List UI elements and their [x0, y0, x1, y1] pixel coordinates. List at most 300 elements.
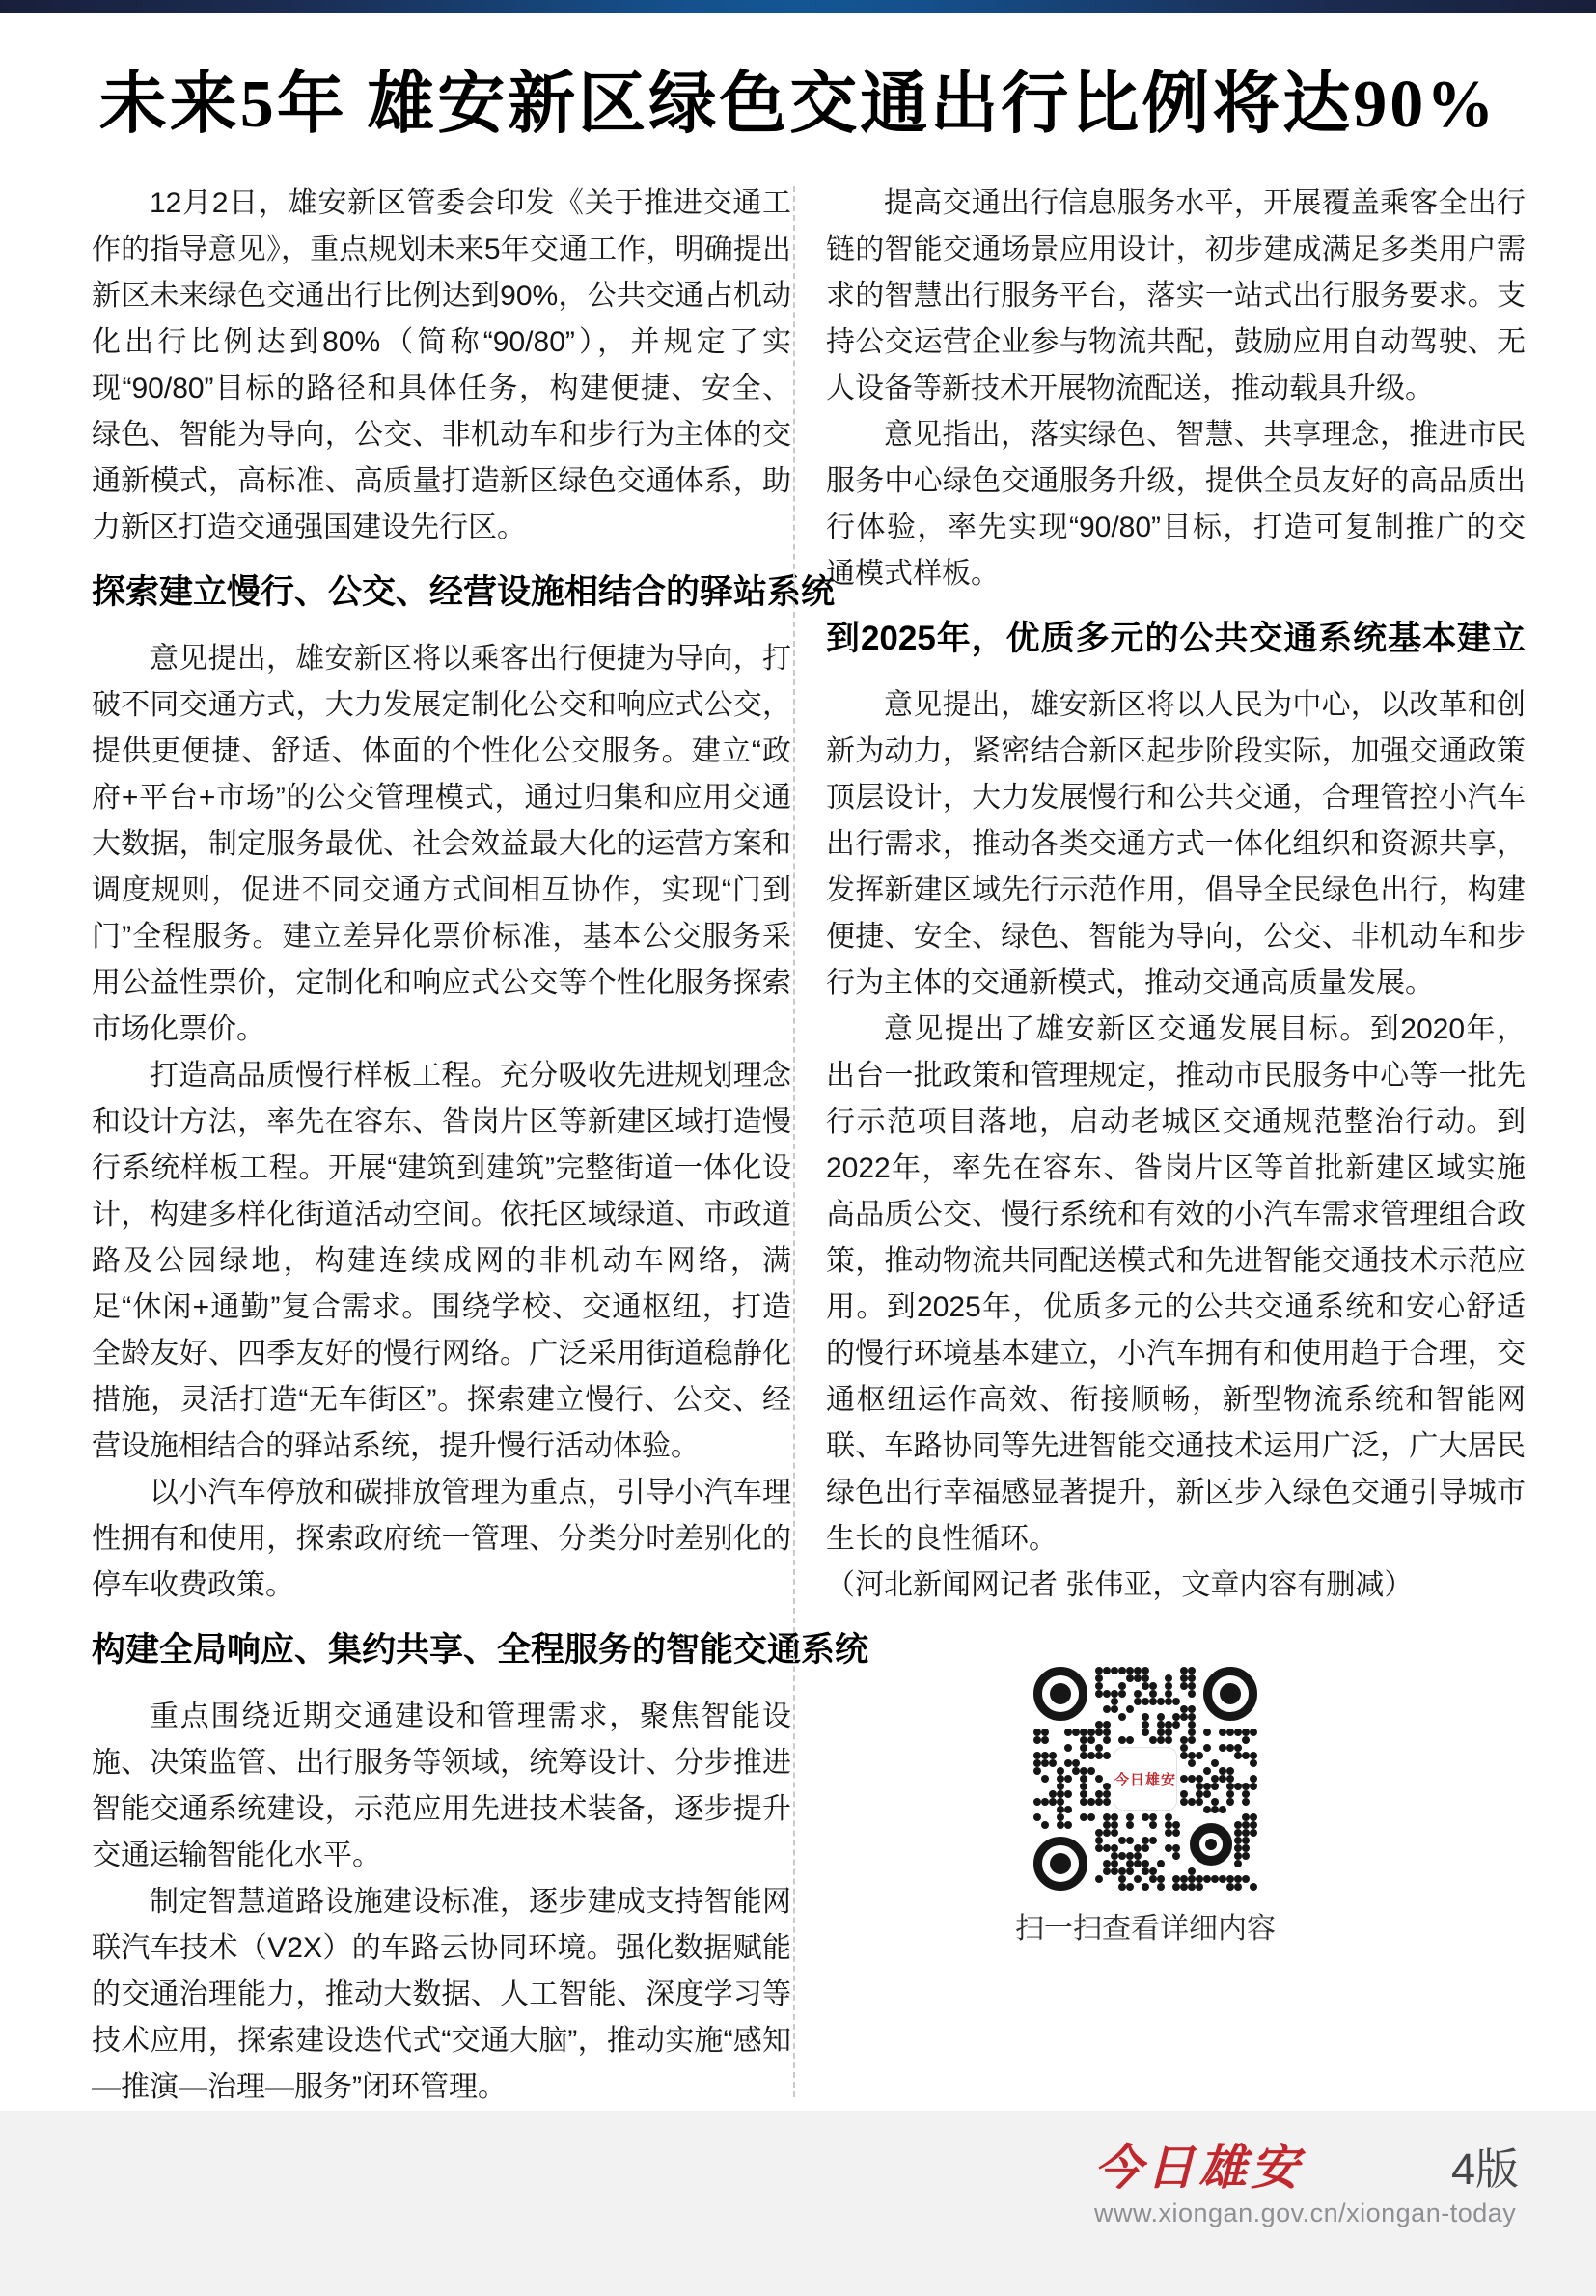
qr-dot [1203, 1783, 1211, 1790]
qr-dot [1165, 1829, 1172, 1837]
qr-dot [1126, 1674, 1134, 1682]
qr-dot [1095, 1775, 1103, 1783]
qr-dot [1087, 1752, 1095, 1759]
qr-dot [1219, 1775, 1226, 1783]
qr-dot [1149, 1837, 1157, 1844]
qr-dot [1111, 1821, 1118, 1829]
qr-dot [1118, 1690, 1126, 1698]
qr-dot [1250, 1775, 1257, 1783]
qr-dot [1219, 1875, 1226, 1883]
qr-dot [1087, 1767, 1095, 1775]
qr-dot [1172, 1852, 1180, 1860]
qr-dot [1072, 1767, 1080, 1775]
qr-dot [1142, 1729, 1149, 1736]
qr-dot [1219, 1729, 1226, 1736]
qr-dot [1234, 1844, 1242, 1852]
qr-dot [1134, 1674, 1142, 1682]
qr-dot [1080, 1813, 1087, 1821]
page-number: 4版 [1450, 2144, 1519, 2194]
qr-dot [1064, 1821, 1072, 1829]
qr-dot [1095, 1721, 1103, 1729]
column-divider [793, 186, 795, 2097]
qr-dot [1118, 1875, 1126, 1883]
right-column [826, 180, 1526, 2111]
qr-dot [1188, 1875, 1196, 1883]
qr-dot [1219, 1744, 1226, 1752]
qr-dot [1057, 1813, 1064, 1821]
qr-dot [1049, 1759, 1057, 1767]
qr-dot [1118, 1682, 1126, 1690]
qr-dot [1041, 1729, 1049, 1736]
qr-dot [1111, 1667, 1118, 1674]
qr-dot [1142, 1682, 1149, 1690]
qr-dot [1149, 1867, 1157, 1875]
qr-dot [1095, 1674, 1103, 1682]
qr-dot [1080, 1783, 1087, 1790]
qr-dot [1180, 1705, 1188, 1713]
qr-dot [1118, 1867, 1126, 1875]
qr-dot [1103, 1729, 1111, 1736]
qr-dot [1149, 1690, 1157, 1698]
qr-dot [1126, 1852, 1134, 1860]
qr-dot [1165, 1698, 1172, 1705]
qr-dot [1111, 1852, 1118, 1860]
qr-block [1015, 1667, 1276, 1947]
qr-dot [1080, 1798, 1087, 1806]
qr-dot [1134, 1844, 1142, 1852]
article-paragraph: 12月2日，雄安新区管委会印发《关于推进交通工作的指导意见》，重点规划未来5年交通工作，明确提出新区未来绿色交通出行比例达到90%，公共交通占机动化出行比例达到80%（简称“90/80”），并规定了实现“90/80”目标的路径和具体任务，构建便捷、安全、绿色、智能为导向，公交、非机动车和步行为主体的交通新模式，高标准、高质量打造新区绿色交通体系，助力新区打造交通强国建设先行区。 [92, 187, 791, 543]
qr-dot [1142, 1667, 1149, 1674]
qr-dot [1165, 1682, 1172, 1690]
qr-dot [1134, 1860, 1142, 1867]
qr-dot [1049, 1790, 1057, 1798]
qr-dot [1242, 1736, 1250, 1744]
qr-dot [1057, 1775, 1064, 1783]
qr-dot [1095, 1752, 1103, 1759]
qr-dot [1234, 1744, 1242, 1752]
qr-dot [1142, 1867, 1149, 1875]
qr-dot [1242, 1798, 1250, 1806]
qr-dot [1149, 1813, 1157, 1821]
qr-dot [1041, 1759, 1049, 1767]
qr-dot [1095, 1690, 1103, 1698]
qr-dot [1142, 1713, 1149, 1721]
top-gradient-bar [0, 0, 1596, 13]
footer-top-row [1094, 2142, 1519, 2195]
qr-finder-top-right [1203, 1667, 1257, 1721]
qr-dot [1103, 1821, 1111, 1829]
qr-dot [1087, 1798, 1095, 1806]
qr-dot [1242, 1837, 1250, 1844]
qr-dot [1250, 1783, 1257, 1790]
qr-dot [1165, 1729, 1172, 1736]
qr-dot [1057, 1783, 1064, 1790]
qr-dot [1134, 1698, 1142, 1705]
qr-dot [1180, 1713, 1188, 1721]
qr-dot [1188, 1759, 1196, 1767]
qr-dot [1111, 1860, 1118, 1867]
qr-dot [1095, 1875, 1103, 1883]
qr-dot [1095, 1744, 1103, 1752]
qr-dot [1087, 1729, 1095, 1736]
qr-dot [1165, 1844, 1172, 1852]
qr-dot [1196, 1798, 1203, 1806]
qr-dot [1196, 1775, 1203, 1783]
qr-dot [1080, 1744, 1087, 1752]
left-column [92, 180, 869, 2111]
qr-dot [1033, 1752, 1041, 1759]
qr-dot [1033, 1736, 1041, 1744]
qr-dot [1234, 1829, 1242, 1837]
qr-dot [1203, 1806, 1211, 1813]
qr-dot [1172, 1875, 1180, 1883]
qr-dot [1234, 1821, 1242, 1829]
qr-dot [1087, 1813, 1095, 1821]
article-body [0, 180, 1596, 2111]
qr-dot [1111, 1690, 1118, 1698]
byline: （河北新闻网记者 张伟亚，文章内容有删减） [826, 1569, 1414, 1601]
qr-dot [1188, 1667, 1196, 1674]
qr-dot [1095, 1844, 1103, 1852]
qr-dot [1126, 1813, 1134, 1821]
qr-dot [1211, 1875, 1219, 1883]
qr-dot [1095, 1837, 1103, 1844]
article-paragraph: 以小汽车停放和碳排放管理为重点，引导小汽车理性拥有和使用，探索政府统一管理、分类分时差别化的停车收费政策。 [92, 1477, 791, 1601]
qr-dot [1203, 1767, 1211, 1775]
qr-dot [1126, 1667, 1134, 1674]
qr-dot [1219, 1806, 1226, 1813]
qr-dot [1234, 1752, 1242, 1759]
qr-dot [1149, 1698, 1157, 1705]
qr-dot [1103, 1844, 1111, 1852]
qr-dot [1234, 1883, 1242, 1891]
qr-dot [1157, 1883, 1165, 1891]
qr-dot [1057, 1806, 1064, 1813]
qr-finder-top-left [1033, 1667, 1087, 1721]
qr-dot [1234, 1852, 1242, 1860]
qr-dot [1203, 1875, 1211, 1883]
qr-dot [1157, 1736, 1165, 1744]
qr-dot [1064, 1729, 1072, 1736]
qr-dot [1134, 1690, 1142, 1698]
qr-dot [1196, 1875, 1203, 1883]
qr-dot [1041, 1752, 1049, 1759]
qr-dot [1180, 1744, 1188, 1752]
qr-dot [1242, 1844, 1250, 1852]
qr-dot [1157, 1698, 1165, 1705]
qr-dot [1111, 1867, 1118, 1875]
qr-dot [1188, 1690, 1196, 1698]
qr-dot [1103, 1690, 1111, 1698]
qr-dot [1134, 1852, 1142, 1860]
qr-dot [1165, 1821, 1172, 1829]
qr-dot [1234, 1860, 1242, 1867]
qr-dot [1188, 1705, 1196, 1713]
qr-dot [1080, 1790, 1087, 1798]
qr-dot [1242, 1729, 1250, 1736]
qr-dot [1226, 1775, 1234, 1783]
qr-dot [1095, 1829, 1103, 1837]
qr-dot [1126, 1860, 1134, 1867]
article-paragraph: 提高交通出行信息服务水平，开展覆盖乘客全出行链的智能交通场景应用设计，初步建成满足多类用户需求的智慧出行服务平台，落实一站式出行服务要求。支持公交运营企业参与物流共配，鼓励应用自动驾驶、无人设备等新技术开展物流配送，推动载具升级。 [826, 187, 1526, 404]
qr-dot [1118, 1837, 1126, 1844]
qr-dot [1064, 1790, 1072, 1798]
qr-dot [1250, 1821, 1257, 1829]
qr-dot [1126, 1736, 1134, 1744]
qr-dot [1033, 1767, 1041, 1775]
page-footer [0, 2111, 1596, 2296]
qr-dot [1242, 1875, 1250, 1883]
qr-dot [1142, 1883, 1149, 1891]
qr-dot [1250, 1752, 1257, 1759]
qr-dot [1033, 1813, 1041, 1821]
qr-dot [1080, 1775, 1087, 1783]
qr-dot [1103, 1813, 1111, 1821]
qr-dot [1134, 1875, 1142, 1883]
section-heading-yizhan: 探索建立慢行、公交、经营设施相结合的驿站系统 [92, 573, 836, 611]
section-heading-smart-traffic: 构建全局响应、集约共享、全程服务的智能交通系统 [92, 1631, 869, 1669]
qr-dot [1118, 1736, 1126, 1744]
qr-dot [1226, 1729, 1234, 1736]
qr-dot [1226, 1790, 1234, 1798]
qr-dot [1250, 1829, 1257, 1837]
qr-dot [1188, 1798, 1196, 1806]
qr-dot [1165, 1674, 1172, 1682]
qr-dot [1211, 1775, 1219, 1783]
qr-dot [1180, 1667, 1188, 1674]
qr-dot [1149, 1821, 1157, 1829]
qr-dot [1103, 1752, 1111, 1759]
qr-dot [1072, 1759, 1080, 1767]
qr-dot [1165, 1813, 1172, 1821]
qr-dot [1188, 1674, 1196, 1682]
qr-dot [1126, 1867, 1134, 1875]
qr-dot [1172, 1721, 1180, 1729]
qr-dot [1118, 1883, 1126, 1891]
qr-dot [1226, 1744, 1234, 1752]
qr-dot [1080, 1767, 1087, 1775]
qr-dot [1103, 1790, 1111, 1798]
qr-dot [1172, 1883, 1180, 1891]
qr-dot [1250, 1759, 1257, 1767]
qr-dot [1057, 1821, 1064, 1829]
qr-dot [1196, 1752, 1203, 1759]
qr-dot [1149, 1736, 1157, 1744]
qr-dot [1103, 1829, 1111, 1837]
qr-finder-alignment [1190, 1823, 1232, 1866]
qr-dot [1180, 1682, 1188, 1690]
qr-dot [1172, 1844, 1180, 1852]
article-paragraph: 意见提出了雄安新区交通发展目标。到2020年，出台一批政策和管理规定，推动市民服务中心等一批先行示范项目落地，启动老城区交通规范整治行动。到2022年，率先在容东、昝岗片区等首批新建区域实施高品质公交、慢行系统和有效的小汽车需求管理组合政策，推动物流共同配送模式和先进智能交通技术示范应用。到2025年，优质多元的公共交通系统和安心舒适的慢行环境基本建立，小汽车拥有和使用趋于合理，交通枢纽运作高效、衔接顺畅，新型物流系统和智能网联、车路协同等先进智能交通技术运用广泛，广大居民绿色出行幸福感显著提升，新区步入绿色交通引导城市生长的良性循环。 [826, 1013, 1526, 1555]
qr-dot [1126, 1837, 1134, 1844]
qr-dot [1095, 1682, 1103, 1690]
qr-caption: 扫一扫查看详细内容 [1015, 1913, 1276, 1945]
qr-dot [1172, 1821, 1180, 1829]
qr-dot [1188, 1775, 1196, 1783]
qr-dot [1126, 1705, 1134, 1713]
qr-dot [1041, 1821, 1049, 1829]
qr-dot [1188, 1883, 1196, 1891]
article-paragraph: 意见提出，雄安新区将以乘客出行便捷为导向，打破不同交通方式，大力发展定制化公交和响应式公交，提供更便捷、舒适、体面的个性化公交服务。建立“政府+平台+市场”的公交管理模式，通过归集和应用交通大数据，制定服务最优、社会效益最大化的运营方案和调度规则，促进不同交通方式间相互协作，实现“门到门”全程服务。建立差异化票价标准，基本公交服务采用公益性票价，定制化和响应式公交等个性化服务探索市场化票价。 [92, 643, 791, 1045]
qr-dot [1142, 1860, 1149, 1867]
qr-dot [1103, 1860, 1111, 1867]
qr-dot [1234, 1729, 1242, 1736]
qr-dot [1180, 1736, 1188, 1744]
qr-center-logo: 今日雄安 [1114, 1747, 1177, 1811]
qr-dot [1242, 1783, 1250, 1790]
qr-dot [1142, 1721, 1149, 1729]
qr-dot [1064, 1806, 1072, 1813]
qr-dot [1234, 1783, 1242, 1790]
qr-dot [1103, 1736, 1111, 1744]
article-paragraph: 打造高品质慢行样板工程。充分吸收先进规划理念和设计方法，率先在容东、昝岗片区等新建区域打造慢行系统样板工程。开展“建筑到建筑”完整街道一体化设计，构建多样化街道活动空间。依托区域绿道、市政道路及公园绿地，构建连续成网的非机动车网络，满足“休闲+通勤”复合需求。围绕学校、交通枢纽，打造全龄友好、四季友好的慢行网络。广泛采用街道稳静化措施，灵活打造“无车街区”。探索建立慢行、公交、经营设施相结合的驿站系统，提升慢行活动体验。 [92, 1060, 791, 1462]
qr-dot [1080, 1736, 1087, 1744]
qr-dot [1064, 1744, 1072, 1752]
qr-dot [1118, 1713, 1126, 1721]
qr-dot [1095, 1798, 1103, 1806]
qr-dot [1080, 1752, 1087, 1759]
qr-dot [1064, 1775, 1072, 1783]
qr-dot [1211, 1806, 1219, 1813]
qr-dot [1072, 1729, 1080, 1736]
qr-dot [1057, 1798, 1064, 1806]
qr-dot [1180, 1875, 1188, 1883]
qr-dot [1188, 1736, 1196, 1744]
qr-dot [1226, 1883, 1234, 1891]
qr-dot [1203, 1790, 1211, 1798]
qr-dot [1242, 1821, 1250, 1829]
qr-dot [1180, 1775, 1188, 1783]
qr-dot [1111, 1698, 1118, 1705]
qr-dot [1188, 1729, 1196, 1736]
qr-dot [1041, 1798, 1049, 1806]
qr-dot [1234, 1875, 1242, 1883]
qr-dot [1196, 1883, 1203, 1891]
qr-dot [1095, 1790, 1103, 1798]
qr-dot [1180, 1674, 1188, 1682]
qr-dot [1103, 1721, 1111, 1729]
article-paragraph: 制定智慧道路设施建设标准，逐步建成支持智能网联汽车技术（V2X）的车路云协同环境。强化数据赋能的交通治理能力，推动大数据、人工智能、深度学习等技术应用，探索建设迭代式“交通大脑”，推动实施“感知—推演—治理—服务”闭环管理。 [92, 1886, 791, 2103]
qr-dot [1226, 1767, 1234, 1775]
qr-dot [1033, 1798, 1041, 1806]
qr-dot [1172, 1698, 1180, 1705]
qr-dot [1041, 1775, 1049, 1783]
qr-dot [1064, 1759, 1072, 1767]
qr-dot [1142, 1837, 1149, 1844]
qr-dot [1142, 1844, 1149, 1852]
qr-dot [1157, 1713, 1165, 1721]
qr-dot [1118, 1667, 1126, 1674]
qr-dot [1149, 1682, 1157, 1690]
qr-dot [1188, 1721, 1196, 1729]
qr-dot [1165, 1690, 1172, 1698]
qr-dot [1219, 1767, 1226, 1775]
qr-dot [1172, 1829, 1180, 1837]
qr-dot [1242, 1852, 1250, 1860]
qr-dot [1095, 1729, 1103, 1736]
qr-dot [1157, 1721, 1165, 1729]
qr-dot [1111, 1705, 1118, 1713]
qr-dot [1134, 1667, 1142, 1674]
qr-dot [1111, 1844, 1118, 1852]
qr-dot [1126, 1883, 1134, 1891]
qr-dot [1180, 1798, 1188, 1806]
qr-dot [1049, 1752, 1057, 1759]
qr-dot [1142, 1698, 1149, 1705]
qr-dot [1180, 1883, 1188, 1891]
article-paragraph: 意见提出，雄安新区将以人民为中心，以改革和创新为动力，紧密结合新区起步阶段实际，加强交通政策顶层设计，大力发展慢行和公共交通，合理管控小汽车出行需求，推动各类交通方式一体化组织和资源共享，发挥新建区域先行示范作用，倡导全民绿色出行，构建便捷、安全、绿色、智能为导向，公交、非机动车和步行为主体的交通新模式，推动交通高质量发展。 [826, 689, 1526, 999]
qr-dot [1188, 1752, 1196, 1759]
qr-dot [1242, 1752, 1250, 1759]
qr-dot [1041, 1736, 1049, 1744]
qr-dot [1157, 1729, 1165, 1736]
qr-dot [1188, 1867, 1196, 1875]
qr-dot [1103, 1798, 1111, 1806]
qr-dot [1057, 1790, 1064, 1798]
qr-dot [1033, 1759, 1041, 1767]
qr-dot [1172, 1713, 1180, 1721]
qr-dot [1211, 1783, 1219, 1790]
qr-dot [1188, 1682, 1196, 1690]
qr-dot [1111, 1829, 1118, 1837]
qr-finder-bottom-left [1033, 1837, 1087, 1891]
qr-dot [1103, 1783, 1111, 1790]
qr-dot [1211, 1798, 1219, 1806]
qr-dot [1057, 1767, 1064, 1775]
qr-dot [1118, 1852, 1126, 1860]
qr-dot [1226, 1875, 1234, 1883]
footer-content [1094, 2142, 1519, 2228]
qr-dot [1242, 1813, 1250, 1821]
qr-dot [1126, 1821, 1134, 1829]
qr-dot [1196, 1790, 1203, 1798]
qr-dot [1226, 1783, 1234, 1790]
article-title: 未来5年 雄安新区绿色交通出行比例将达90% [98, 68, 1498, 142]
qr-code [1033, 1667, 1257, 1891]
qr-dot [1203, 1729, 1211, 1736]
qr-dot [1103, 1867, 1111, 1875]
qr-dot [1103, 1705, 1111, 1713]
qr-dot [1103, 1667, 1111, 1674]
qr-dot [1157, 1860, 1165, 1867]
qr-dot [1049, 1798, 1057, 1806]
qr-dot [1095, 1667, 1103, 1674]
qr-dot [1188, 1713, 1196, 1721]
qr-dot [1250, 1813, 1257, 1821]
qr-dot [1234, 1837, 1242, 1844]
section-heading-2025-goal: 到2025年，优质多元的公共交通系统基本建立 [826, 620, 1526, 657]
qr-dot [1142, 1674, 1149, 1682]
qr-dot [1111, 1813, 1118, 1821]
qr-dot [1165, 1721, 1172, 1729]
qr-dot [1196, 1783, 1203, 1790]
qr-dot [1250, 1729, 1257, 1736]
qr-dot [1087, 1736, 1095, 1744]
qr-dot [1242, 1790, 1250, 1798]
qr-dot [1033, 1729, 1041, 1736]
qr-dot [1250, 1883, 1257, 1891]
jinri-xiongan-logo: 今日雄安 [1094, 2141, 1303, 2195]
qr-dot [1157, 1875, 1165, 1883]
qr-dot [1149, 1875, 1157, 1883]
article-paragraph: 意见指出，落实绿色、智慧、共享理念，推进市民服务中心绿色交通服务升级，提供全员友好的高品质出行体验，率先实现“90/80”目标，打造可复制推广的交通模式样板。 [826, 419, 1526, 590]
qr-dot [1165, 1736, 1172, 1744]
article-paragraph: 重点围绕近期交通建设和管理需求，聚焦智能设施、决策监管、出行服务等领域，统筹设计、分步推进智能交通系统建设，示范应用先进技术装备，逐步提升交通运输智能化水平。 [92, 1701, 791, 1871]
footer-url: www.xiongan.gov.cn/xiongan-today [1094, 2199, 1517, 2227]
qr-dot [1180, 1752, 1188, 1759]
qr-dot [1211, 1759, 1219, 1767]
qr-dot [1203, 1744, 1211, 1752]
